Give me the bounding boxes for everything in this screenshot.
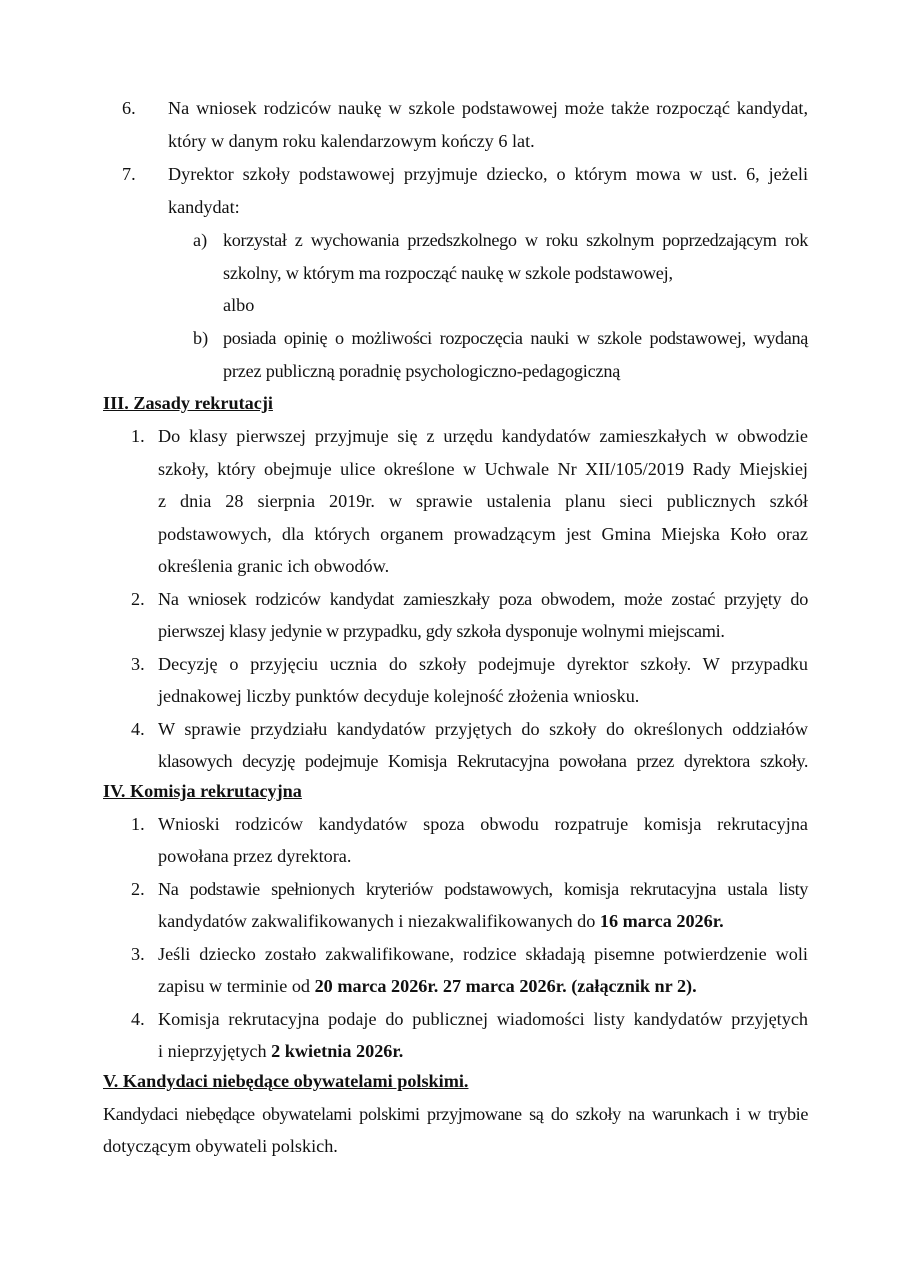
item-text: jednakowej liczby punktów decyduje kolejność złożenia wniosku. — [158, 686, 640, 706]
item-number: 2. — [131, 879, 145, 899]
item-text: szkoły, który obejmuje ulice określone w Uchwale Nr XII/105/2019 Rady Miejskiej — [158, 459, 808, 479]
item-number: 4. — [131, 1009, 145, 1029]
item-text: W sprawie przydziału kandydatów przyjętych do szkoły do określonych oddziałów — [158, 719, 808, 739]
deadline-date: 16 marca 2026r. — [599, 911, 724, 931]
item-text: Komisja rekrutacyjna podaje do publicznej wiadomości listy kandydatów przyjętych — [158, 1009, 808, 1029]
section-heading-v: V. Kandydaci niebędące obywatelami polskimi. — [103, 1071, 469, 1091]
subitem-text: posiada opinię o możliwości rozpoczęcia nauki w szkole podstawowej, wydaną — [223, 328, 808, 348]
section-heading-iii: III. Zasady rekrutacji — [103, 393, 273, 413]
item-text: z dnia 28 sierpnia 2019r. w sprawie ustalenia planu sieci publicznych szkół — [158, 491, 808, 511]
item-text: określenia granic ich obwodów. — [158, 556, 390, 576]
item-text: Do klasy pierwszej przyjmuje się z urzędu kandydatów zamieszkałych w obwodzie — [158, 426, 808, 446]
item-number: 4. — [131, 719, 145, 739]
item-text-plain: i nieprzyjętych — [158, 1041, 272, 1061]
item-text: Jeśli dziecko zostało zakwalifikowane, rodzice składają pisemne potwierdzenie woli — [158, 944, 808, 964]
subitem-label: b) — [193, 328, 209, 348]
item-text — [158, 1040, 403, 1062]
item-text: Na podstawie spełnionych kryteriów podstawowych, komisja rekrutacyjna ustala listy — [158, 879, 808, 899]
item-text: który w danym roku kalendarzowym kończy 6 lat. — [168, 131, 535, 151]
item-number: 7. — [122, 164, 136, 184]
subitem-text: korzystał z wychowania przedszkolnego w roku szkolnym poprzedzającym rok — [223, 230, 808, 250]
item-text: Na wniosek rodziców kandydat zamieszkały poza obwodem, może zostać przyjęty do — [158, 589, 808, 609]
item-text: podstawowych, dla których organem prowadzącym jest Gmina Miejska Koło oraz — [158, 524, 808, 544]
item-text: kandydat: — [168, 197, 240, 217]
subitem-text: przez publiczną poradnię psychologiczno-pedagogiczną — [223, 361, 621, 381]
item-number: 1. — [131, 426, 145, 446]
item-text: powołana przez dyrektora. — [158, 846, 352, 866]
item-number: 3. — [131, 944, 145, 964]
item-text — [158, 975, 697, 997]
item-number: 6. — [122, 98, 136, 118]
paragraph-text: dotyczącym obywateli polskich. — [103, 1136, 338, 1156]
item-text: Wnioski rodziców kandydatów spoza obwodu rozpatruje komisja rekrutacyjna — [158, 814, 808, 834]
item-text-plain: zapisu w terminie od — [158, 976, 315, 996]
item-text: klasowych decyzję podejmuje Komisja Rekrutacyjna powołana przez dyrektora szkoły. — [158, 751, 808, 771]
deadline-date: 2 kwietnia 2026r. — [271, 1041, 404, 1061]
item-text: Dyrektor szkoły podstawowej przyjmuje dziecko, o którym mowa w ust. 6, jeżeli — [168, 164, 808, 184]
deadline-date: 20 marca 2026r. 27 marca 2026r. (załącznik nr 2). — [314, 976, 697, 996]
subitem-label: a) — [193, 230, 208, 250]
item-number: 2. — [131, 589, 145, 609]
item-number: 1. — [131, 814, 145, 834]
subitem-text: albo — [223, 295, 255, 315]
item-text-plain: kandydatów zakwalifikowanych i niezakwalifikowanych do — [158, 911, 600, 931]
item-text: pierwszej klasy jedynie w przypadku, gdy szkoła dysponuje wolnymi miejscami. — [158, 621, 725, 641]
subitem-text: szkolny, w którym ma rozpocząć naukę w szkole podstawowej, — [223, 263, 673, 283]
paragraph-text: Kandydaci niebędące obywatelami polskimi przyjmowane są do szkoły na warunkach i w trybie — [103, 1104, 808, 1124]
item-text — [158, 910, 724, 932]
item-text: Na wniosek rodziców naukę w szkole podstawowej może także rozpocząć kandydat, — [168, 98, 808, 118]
item-text: Decyzję o przyjęciu ucznia do szkoły podejmuje dyrektor szkoły. W przypadku — [158, 654, 808, 674]
item-number: 3. — [131, 654, 145, 674]
section-heading-iv: IV. Komisja rekrutacyjna — [103, 781, 302, 801]
